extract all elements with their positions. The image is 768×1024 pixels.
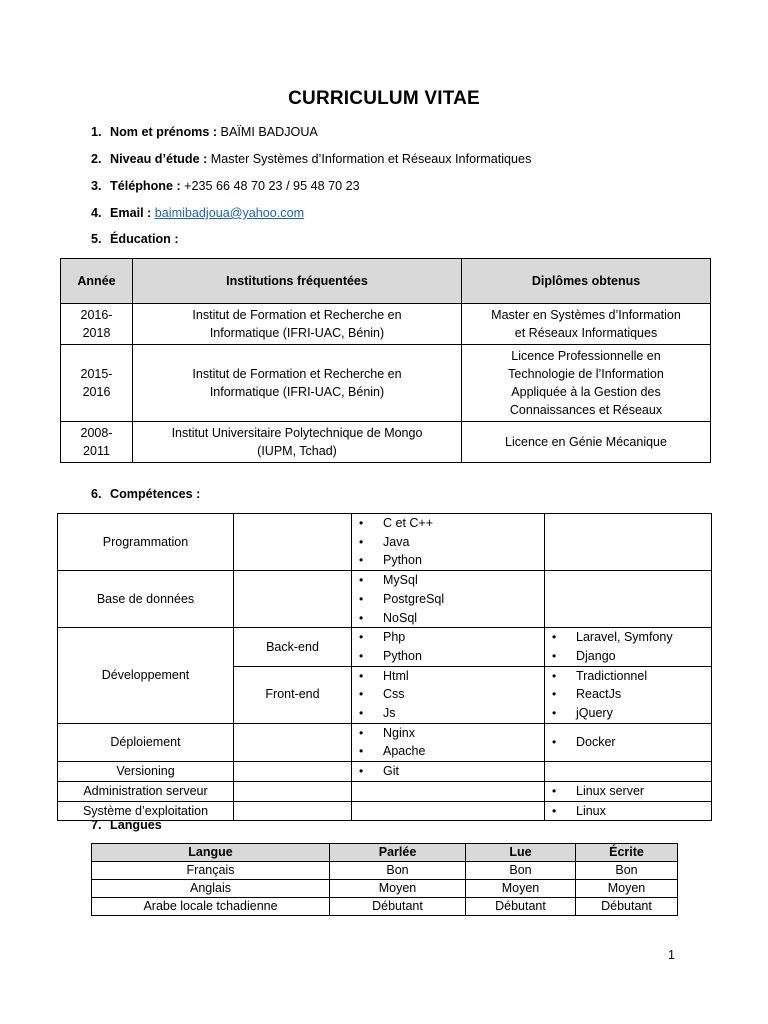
- skill-category: Déploiement: [58, 723, 234, 761]
- item-name: 1. Nom et prénoms : BAÏMI BADJOUA: [91, 125, 318, 139]
- competences-heading: 6. Compétences :: [91, 487, 201, 501]
- framework-list: • Laravel, Symfony • Django: [545, 628, 712, 666]
- table-row: [58, 514, 712, 571]
- table-row: [58, 571, 712, 628]
- edu-diploma: Master en Systèmes d’Information et Réseaux Informatiques: [462, 304, 711, 345]
- skill-list: • Git: [352, 762, 545, 782]
- skill-list: • C et C++ • Java • Python: [352, 514, 545, 571]
- edu-institution: Institut de Formation et Recherche en Informatique (IFRI-UAC, Bénin): [133, 304, 462, 345]
- skill-list: • MySql • PostgreSql • NoSql: [352, 571, 545, 628]
- table-row: [58, 628, 712, 666]
- framework-list: • Tradictionnel • ReactJs • jQuery: [545, 666, 712, 723]
- edu-year: 2015- 2016: [61, 345, 133, 422]
- item-value: BAÏMI BADJOUA: [217, 125, 318, 139]
- edu-diploma: Licence en Génie Mécanique: [462, 422, 711, 463]
- item-value: Master Systèmes d’Information et Réseaux Informatiques: [207, 152, 532, 166]
- item-email: 4. Email : baimibadjoua@yahoo.com: [91, 206, 305, 220]
- item-value: +235 66 48 70 23 / 95 48 70 23: [180, 179, 360, 193]
- table-row: Français Bon Bon Bon: [92, 862, 678, 880]
- edu-diploma: Licence Professionnelle en Technologie de l’Information Appliquée à la Gestion des Connaissances et Réseaux: [462, 345, 711, 422]
- table-header-row: [61, 259, 711, 304]
- table-header-row: [92, 844, 678, 862]
- email-link[interactable]: baimibadjoua@yahoo.com: [154, 206, 305, 220]
- table-row: [61, 304, 711, 345]
- skill-category: Développement: [58, 628, 234, 724]
- skill-category: Administration serveur: [58, 781, 234, 801]
- skill-category: Système d’exploitation: [58, 801, 234, 821]
- item-study-level: 2. Niveau d’étude : Master Systèmes d’Information et Réseaux Informatiques: [91, 152, 532, 166]
- item-phone: 3. Téléphone : +235 66 48 70 23 / 95 48 70 23: [91, 179, 360, 193]
- edu-year: 2016- 2018: [61, 304, 133, 345]
- header-language: Langue: [92, 844, 330, 862]
- table-row: [58, 723, 712, 761]
- header-written: Écrite: [576, 844, 678, 862]
- skill-category: Programmation: [58, 514, 234, 571]
- header-read: Lue: [466, 844, 576, 862]
- item-label: Nom et prénoms :: [110, 125, 218, 139]
- header-institutions: Institutions fréquentées: [133, 259, 462, 304]
- item-label: Éducation :: [110, 232, 179, 246]
- item-education: 5. Éducation :: [91, 232, 179, 246]
- table-row: Anglais Moyen Moyen Moyen: [92, 880, 678, 898]
- competences-table: [57, 513, 712, 821]
- langues-heading: 7. Langues: [91, 818, 162, 832]
- item-label: Téléphone :: [110, 179, 181, 193]
- edu-institution: Institut Universitaire Polytechnique de Mongo (IUPM, Tchad): [133, 422, 462, 463]
- table-row: [58, 781, 712, 801]
- item-label: Niveau d’étude :: [110, 152, 208, 166]
- header-spoken: Parlée: [330, 844, 466, 862]
- table-row: [58, 762, 712, 782]
- table-row: [61, 345, 711, 422]
- education-table: [60, 258, 711, 463]
- framework-list: • Linux server: [545, 781, 712, 801]
- skill-list: • Html • Css • Js: [352, 666, 545, 723]
- skill-subcategory: Back-end: [234, 628, 352, 666]
- header-year: Année: [61, 259, 133, 304]
- cv-title: CURRICULUM VITAE: [288, 88, 480, 109]
- edu-year: 2008- 2011: [61, 422, 133, 463]
- languages-table: [91, 843, 678, 916]
- skill-subcategory: Front-end: [234, 666, 352, 723]
- item-label: Email :: [110, 206, 152, 220]
- skill-list: • Php • Python: [352, 628, 545, 666]
- edu-institution: Institut de Formation et Recherche en Informatique (IFRI-UAC, Bénin): [133, 345, 462, 422]
- header-diplomas: Diplômes obtenus: [462, 259, 711, 304]
- table-row: Arabe locale tchadienne Débutant Débutant Débutant: [92, 898, 678, 916]
- page-number: 1: [668, 948, 675, 962]
- skill-category: Versioning: [58, 762, 234, 782]
- skill-category: Base de données: [58, 571, 234, 628]
- skill-list: • Nginx • Apache: [352, 723, 545, 761]
- framework-list: • Linux: [545, 801, 712, 821]
- framework-list: • Docker: [545, 723, 712, 761]
- table-row: [61, 422, 711, 463]
